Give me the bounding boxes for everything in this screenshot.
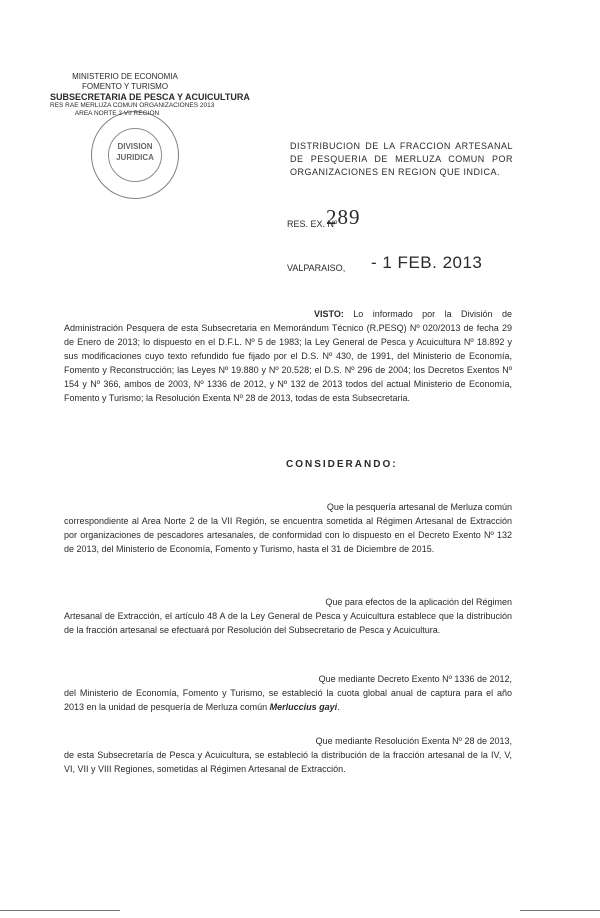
footer-rule-left [0,910,120,911]
considerando-3-text-before: del Ministerio de Economía, Fomento y Turismo, se estableció la cuota global anual de captura para el año 2013 en la unidad de pesquería de Merluza común [64,688,512,712]
division-stamp [91,111,179,199]
considerando-paragraph-3 [64,672,512,714]
place-label: VALPARAISO, [287,263,346,273]
considerando-2-lead: Que para efectos de la aplicación del Régimen [325,597,512,607]
resolution-label: RES. EX. Nº [287,219,338,229]
reference-line-1: RES RAE MERLUZA COMUN ORGANIZACIONES 2013 [50,102,215,109]
considerando-4-lead: Que mediante Resolución Exenta Nº 28 de 2013, [315,736,512,746]
species-name: Merluccius gayi [269,702,338,712]
resolution-date: - 1 FEB. 2013 [371,253,483,272]
considerando-paragraph-1 [64,500,512,556]
considerando-heading: CONSIDERANDO: [286,459,398,470]
reference-line-2: AREA NORTE 2 VII REGION [74,110,160,117]
visto-paragraph [64,307,512,405]
resolution-number: 289 [326,205,361,229]
subsecretaria-name: SUBSECRETARIA DE PESCA Y ACUICULTURA [50,92,250,102]
considerando-3-lead: Que mediante Decreto Exento Nº 1336 de 2012, [318,674,512,684]
ministry-subtitle: FOMENTO Y TURISMO [81,82,169,91]
considerando-1-text: correspondiente al Area Norte 2 de la VII Región, se encuentra sometida al Régimen Artesanal de Extracción por organizaciones de pescadores artesanales, de conformidad con lo dispuesto en el Decreto Exento Nº 132 de 2013, del Ministerio de Economía, Fomento y Turismo, hasta el 31 de Diciembre de 2015. [64,516,512,554]
considerando-4-text: de esta Subsecretaría de Pesca y Acuicultura, se estableció la distribución de la fracción artesanal de la IV, V, VI, VII y VIII Regiones, sometidas al Régimen Artesanal de Extracción. [64,750,512,774]
visto-text: Lo informado por la División de Administración Pesquera de esta Subsecretaria en Memorándum Técnico (R.PESQ) Nº 020/2013 de fecha 29 de Enero de 2013; lo dispuesto en el D.F.L. Nº 5 de 1983; la Ley General de Pesca y Acuicultura Nº 18.892 y sus modificaciones cuyo texto refundido fue fijado por el D.S. Nº 430, de 1991, del Ministerio de Economía, Fomento y Reconstrucción; las Leyes Nº 19.880 y Nº 20.528; el D.S. Nº 296 de 2004; los Decretos Exentos Nº 154 y Nº 366, ambos de 2003, Nº 1336 de 2012, y Nº 132 de 2013 todos del actual Ministerio de Economía, Fomento y Turismo; la Resolución Exenta Nº 28 de 2013, todas de esta Subsecretaria. [64,309,512,403]
footer-rule-right [520,910,600,911]
visto-label: VISTO: [314,309,344,319]
document-title: DISTRIBUCION DE LA FRACCION ARTESANAL DE PESQUERIA DE MERLUZA COMUN POR ORGANIZACIONES EN REGION QUE INDICA. [290,141,513,177]
considerando-3-text-after: . [337,702,340,712]
ministry-name: MINISTERIO DE ECONOMIA [72,72,178,81]
considerando-3-text [64,686,512,714]
stamp-line-2: JURIDICA [116,153,154,162]
considerando-paragraph-4 [64,734,512,776]
considerando-paragraph-2 [64,595,512,637]
considerando-2-text: Artesanal de Extracción, el artículo 48 A de la Ley General de Pesca y Acuicultura establece que la distribución de la fracción artesanal se efectuará por Resolución del Subsecretario de Pesca y Acuicultura. [64,611,512,635]
stamp-line-1: DIVISION [117,142,153,151]
considerando-1-lead: Que la pesquería artesanal de Merluza común [326,502,512,512]
